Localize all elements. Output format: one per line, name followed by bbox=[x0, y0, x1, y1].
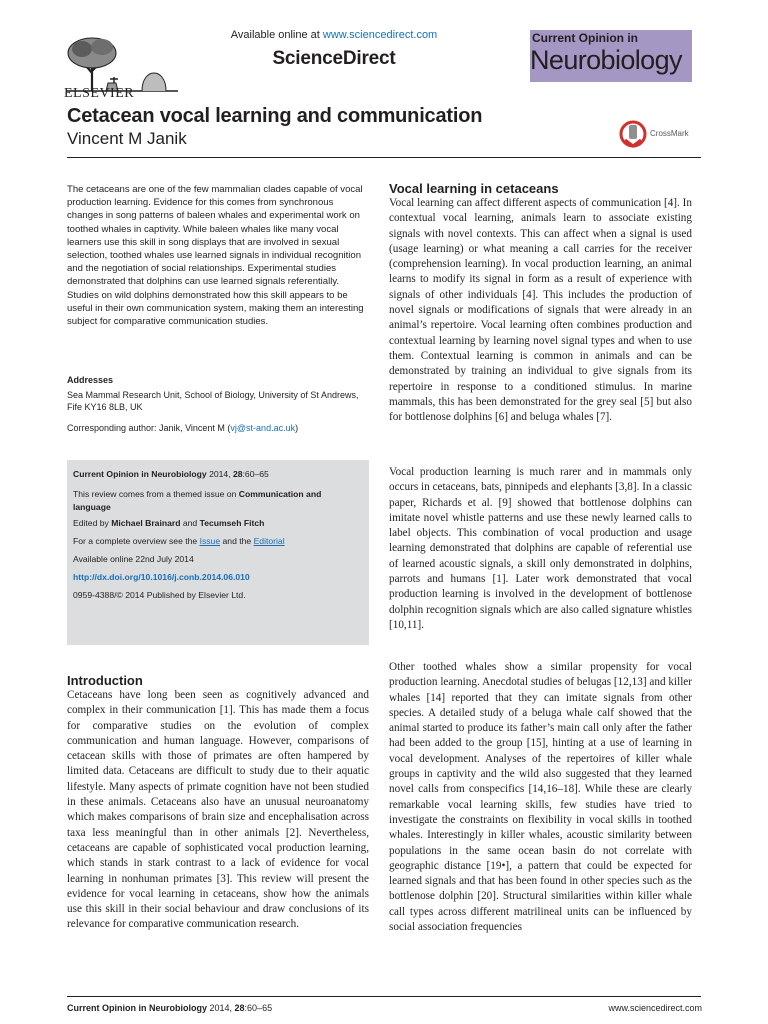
crossmark-icon[interactable] bbox=[619, 120, 647, 150]
journal-banner-line2: Neurobiology bbox=[530, 45, 682, 75]
publisher-wordmark: ELSEVIER bbox=[64, 86, 135, 101]
doi-link[interactable]: http://dx.doi.org/10.1016/j.conb.2014.06.010 bbox=[73, 572, 250, 582]
abstract: The cetaceans are one of the few mammalian clades capable of vocal production learning. Evidence for this comes from synchronous changes in song patterns of baleen whales and experimental work on toothed whales in captivity. While baleen whales like many vocal learners use this skill in song displays that are involved in sexual selection, toothed whales use learned signals in individual recognition and the negotiation of social relationships. Experimental studies demonstrated that dolphins can use learned signals referentially. Studies on wild dolphins demonstrated how this skill appears to be useful in their own communication system, making them an interesting subject for comparative communication studies. bbox=[67, 184, 364, 328]
infobox-citation bbox=[73, 469, 269, 479]
citation-journal: Current Opinion in Neurobiology bbox=[73, 469, 207, 479]
introduction-text: Cetaceans have long been seen as cognitively advanced and complex in their communication [1]. This has made them a focus for comparative studies on the evolution of complex communication and human language. However, comparisons of cetacean skills with those of primates are often hampered by limited data. Cetaceans are difficult to study due to their aquatic lifestyle. Many aspects of primate cognition have not been studied in these animals. Cetaceans also have an unusual neuroanatomy which makes comparisons of brain size and encephalisation across taxa less meaningful than in other animals [2]. Nevertheless, cetaceans are capable of sophisticated vocal production learning, which stands in stark contrast to a lack of evidence for vocal learning in nonhuman primates [3]. This review will present the evidence for vocal learning in cetaceans, show how the animals use this skill in their social behaviour and draw conclusions of its relevance for comparative communication research. bbox=[67, 689, 369, 931]
addresses-heading: Addresses bbox=[67, 375, 114, 385]
infobox-copyright: 0959-4388/© 2014 Published by Elsevier Ltd. bbox=[73, 590, 246, 600]
overview-and: and the bbox=[220, 536, 254, 546]
vocal-learning-paragraph-3: Other toothed whales show a similar propensity for vocal production learning. Anecdotal studies of belugas [12,13] and killer whales [14] reported that they can imitate signals from other species. A detailed study of a beluga whale calf showed that the animal started to produce its father’s main call only after the father had been added to the group [15], hinting at a use of learning in vocal development. Analyses of the repertoires of killer whale groups in captivity and the wild also suggested that they learned novel calls from conspecifics [14,16–18]. While these are clearly remarkable vocal learning skills, few studies have tried to investigate the constraints on flexibility in vocal skills in toothed whales. Interestingly in killer whales, acoustic similarity between populations in the same ocean basin do not correlate with geographic distance [19•], a pattern that could be expected for learned signals and that has been found in other species such as the bottlenose dolphin [20]. Structural similarities within killer whale call types across different matrilineal units can be influenced by social association frequencies bbox=[389, 661, 692, 934]
editorial-link[interactable]: Editorial bbox=[253, 536, 285, 546]
article-title: Cetacean vocal learning and communication bbox=[67, 105, 483, 127]
citation-volume: 28 bbox=[232, 469, 243, 479]
theme-prefix: This review comes from a themed issue on bbox=[73, 489, 239, 499]
citation-year: 2014, bbox=[206, 469, 233, 479]
footer-pages: :60–65 bbox=[244, 1003, 273, 1013]
footer-journal: Current Opinion in Neurobiology bbox=[67, 1003, 207, 1013]
corresponding-suffix: ) bbox=[295, 423, 299, 433]
theme-name-line2: language bbox=[73, 502, 111, 512]
footer-year: 2014, bbox=[207, 1003, 235, 1013]
addresses-text: Sea Mammal Research Unit, School of Biology, University of St Andrews, Fife KY16 8LB, UK bbox=[67, 390, 359, 412]
infobox-editors bbox=[73, 518, 264, 528]
citation-pages: :60–65 bbox=[242, 469, 269, 479]
editor-2: Tecumseh Fitch bbox=[199, 518, 265, 528]
header-divider bbox=[67, 157, 701, 158]
overview-prefix: For a complete overview see the bbox=[73, 536, 200, 546]
journal-banner-line1: Current Opinion in bbox=[532, 31, 638, 45]
vocal-learning-heading: Vocal learning in cetaceans bbox=[389, 181, 559, 196]
author-email-link[interactable]: vj@st-and.ac.uk bbox=[230, 423, 296, 433]
infobox-available-date: Available online 22nd July 2014 bbox=[73, 554, 194, 564]
infobox-overview bbox=[73, 536, 285, 546]
vocal-learning-paragraph-1: Vocal learning can affect different aspects of communication [4]. In contextual vocal learning, animals learn to associate existing signals with novel contexts. This can affect when a signal is used (usage learning) or what meaning a call carries for the receiver (comprehension learning). In vocal production learning, an animal learns to modify its signal in form as a result of experience with signals of other individuals [4]. This includes the production of novel signals or modifications of signals that were already in an animal’s repertoire. Vocal learning often combines production and contextual learning by learning novel signal types and when to use them. Contextual learning is common in animals and can be demonstrated by training an individual to give signals from its repertoire in response to a conditioned stimulus. In marine mammals, this has been demonstrated for the grey seal [5] but also for bottlenose dolphins [6] and beluga whales [7]. bbox=[389, 197, 692, 424]
vocal-learning-paragraph-2: Vocal production learning is much rarer and in mammals only occurs in cetaceans, bats, pinnipeds and elephants [3,8]. In a classic paper, Richards et al. [9] showed that bottlenose dolphins can imitate novel whistle patterns and use these newly learned calls to label objects. This combination of vocal production and usage learning demonstrated that dolphins are capable of referential use of learned acoustic signals, a skill only demonstrated in dolphins, parrots and humans [1]. Later work demonstrated that vocal production learning is involved in the development of bottlenose dolphin recognition signals which are also called signature whistles [10,11]. bbox=[389, 466, 692, 631]
issue-link[interactable]: Issue bbox=[199, 536, 221, 546]
corresponding-prefix: Corresponding author: Janik, Vincent M ( bbox=[67, 423, 231, 433]
edited-and: and bbox=[180, 518, 200, 528]
footer-divider bbox=[67, 996, 701, 997]
introduction-heading: Introduction bbox=[67, 673, 143, 688]
footer-volume: 28 bbox=[234, 1003, 245, 1013]
sciencedirect-wordmark[interactable]: ScienceDirect bbox=[272, 48, 396, 69]
corresponding-author bbox=[67, 423, 367, 433]
theme-name-line1: Communication and bbox=[238, 489, 322, 499]
footer-citation bbox=[67, 1003, 272, 1013]
infobox-theme bbox=[73, 488, 363, 514]
available-online-line bbox=[210, 29, 458, 41]
crossmark-label[interactable]: CrossMark bbox=[650, 129, 689, 138]
footer-url[interactable]: www.sciencedirect.com bbox=[608, 1003, 702, 1013]
editor-1: Michael Brainard bbox=[111, 518, 181, 528]
sciencedirect-url-link[interactable]: www.sciencedirect.com bbox=[322, 29, 438, 41]
available-prefix: Available online at bbox=[230, 29, 323, 41]
article-author: Vincent M Janik bbox=[67, 129, 187, 148]
edited-prefix: Edited by bbox=[73, 518, 112, 528]
